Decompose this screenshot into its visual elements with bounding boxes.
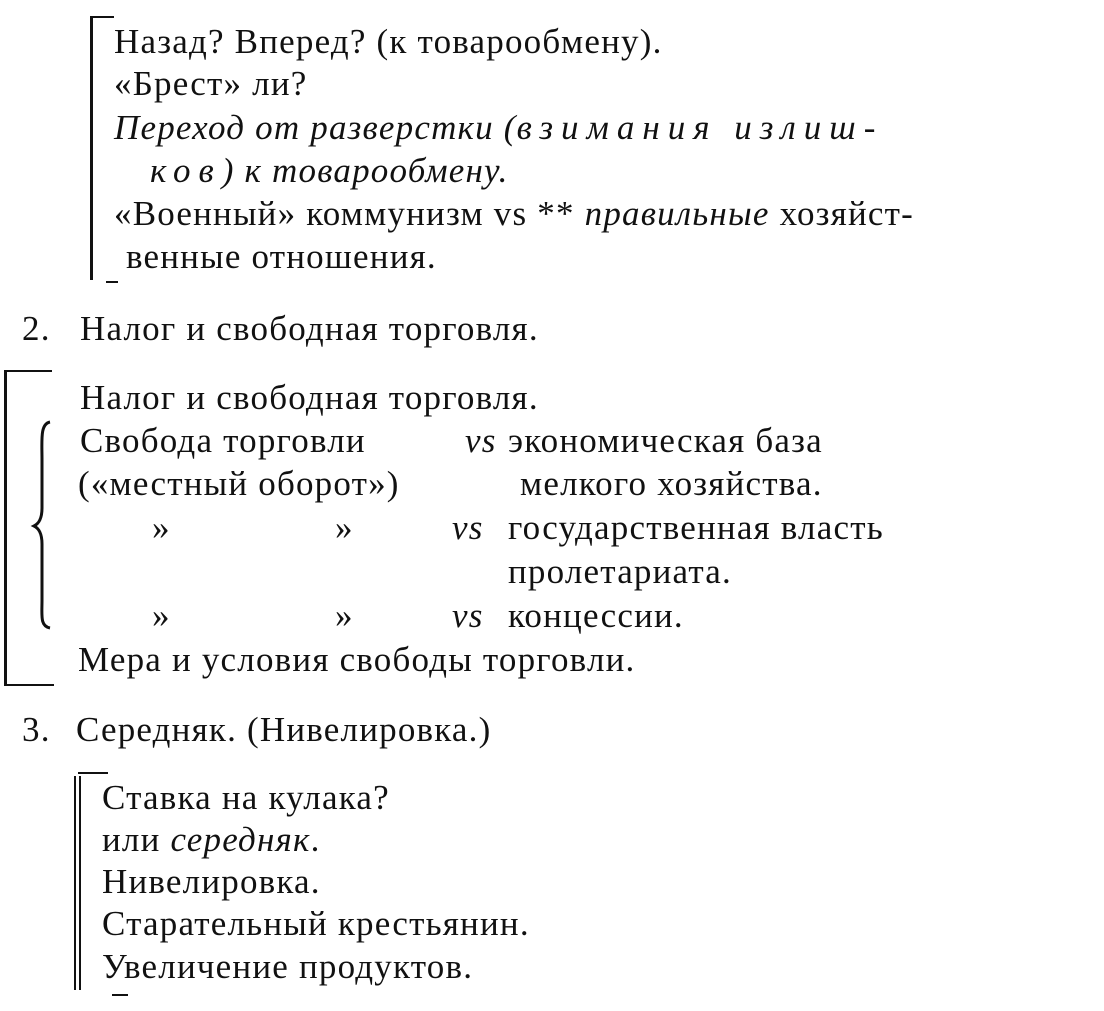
section-3-line-4: Старательный крестьянин. xyxy=(102,904,530,943)
section-2-line-1: Налог и свободная торговля. xyxy=(80,378,539,417)
section-2-line-2-right: экономическая база xyxy=(508,421,823,460)
block-1-line-6: венные отношения. xyxy=(126,237,437,276)
italic-text: середняк xyxy=(170,820,311,859)
section-3-line-3: Нивелировка. xyxy=(102,862,321,901)
block-1-line-1: Назад? Вперед? (к товарообмену). xyxy=(114,22,663,61)
section-3-title: Середняк. (Нивелировка.) xyxy=(76,710,492,749)
italic-text: Переход от разверстки ( xyxy=(114,108,517,147)
plain-text: . xyxy=(310,820,321,859)
ditto-mark: » xyxy=(152,596,171,635)
curly-brace-icon xyxy=(32,420,56,630)
plain-text: хозяйст- xyxy=(769,194,914,233)
block-1-line-4 xyxy=(150,151,509,191)
ditto-mark: » xyxy=(335,508,354,547)
block-1-line-3 xyxy=(114,108,883,148)
spaced-italic-text: ков xyxy=(150,151,222,190)
vs-label: vs xyxy=(452,508,484,547)
section-2-line-6-right: концессии. xyxy=(508,596,684,635)
section-3-number: 3. xyxy=(22,710,51,749)
section-3-line-1: Ставка на кулака? xyxy=(102,778,390,817)
section-2-title: Налог и свободная торговля. xyxy=(80,309,539,348)
ditto-mark: » xyxy=(152,508,171,547)
italic-text: правильные xyxy=(584,194,770,233)
italic-text: ) к товарообмену. xyxy=(221,151,509,190)
block-1-line-5 xyxy=(114,194,914,234)
section-2-line-7: Мера и условия свободы торговли. xyxy=(78,640,636,679)
vs-label: vs xyxy=(452,596,484,635)
plain-text: «Военный» коммунизм vs ** xyxy=(114,194,585,233)
section-2-line-3-left: («местный оборот») xyxy=(78,464,400,503)
spaced-italic-text: взимания излиш- xyxy=(516,108,884,147)
section-2-number: 2. xyxy=(22,309,51,348)
vs-label: vs xyxy=(465,421,497,460)
section-2-line-5: пролетариата. xyxy=(508,552,732,591)
section-2-line-3-right: мелкого хозяйства. xyxy=(520,464,823,503)
section-3-line-5: Увеличение продуктов. xyxy=(102,947,474,986)
section-2-line-2-left: Свобода торговли xyxy=(80,421,366,460)
section-2-line-4-right: государственная власть xyxy=(508,508,884,547)
ditto-mark: » xyxy=(335,596,354,635)
block-1-line-2: «Брест» ли? xyxy=(114,64,308,103)
section-3-line-2 xyxy=(102,820,321,860)
plain-text: или xyxy=(102,820,171,859)
